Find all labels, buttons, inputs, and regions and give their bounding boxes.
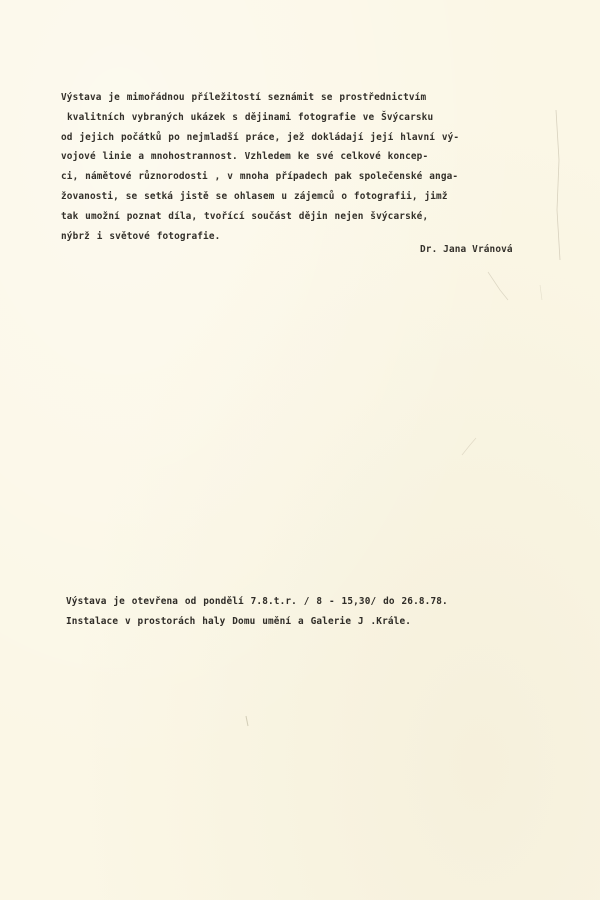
- exhibition-venue-line: Instalace v prostorách haly Domu umění a Galerie J .Krále.: [66, 616, 412, 627]
- paragraph-line: Výstava je mimořádnou příležitostí seznámit se prostřednictvím: [61, 92, 427, 103]
- paragraph-line: vojové linie a mnohostrannost. Vzhledem ke své celkové koncep-: [61, 151, 429, 163]
- paragraph-line: nýbrž i světové fotografie.: [61, 230, 221, 242]
- paragraph-line: od jejich počátků po nejmladší práce, jež dokládají její hlavní vý-: [61, 131, 460, 143]
- paragraph-line: ci, námětové různorodosti , v mnoha případech pak společenské anga-: [61, 171, 459, 183]
- author-signature: Dr. Jana Vránová: [420, 244, 513, 255]
- main-paragraph: [61, 88, 541, 246]
- exhibition-dates-line: Výstava je otevřena od pondělí 7.8.t.r. / 8 - 15,30/ do 26.8.78.: [66, 596, 448, 607]
- paragraph-line: tak umožní poznat díla, tvořící součást dějin nejen švýcarské,: [61, 210, 429, 222]
- exhibition-info: [66, 592, 448, 632]
- paragraph-line: žovanosti, se setká jistě se ohlasem u zájemců o fotografii, jimž: [61, 190, 448, 202]
- paragraph-line: kvalitních vybraných ukázek s dějinami fotografie ve Švýcarsku: [67, 111, 434, 123]
